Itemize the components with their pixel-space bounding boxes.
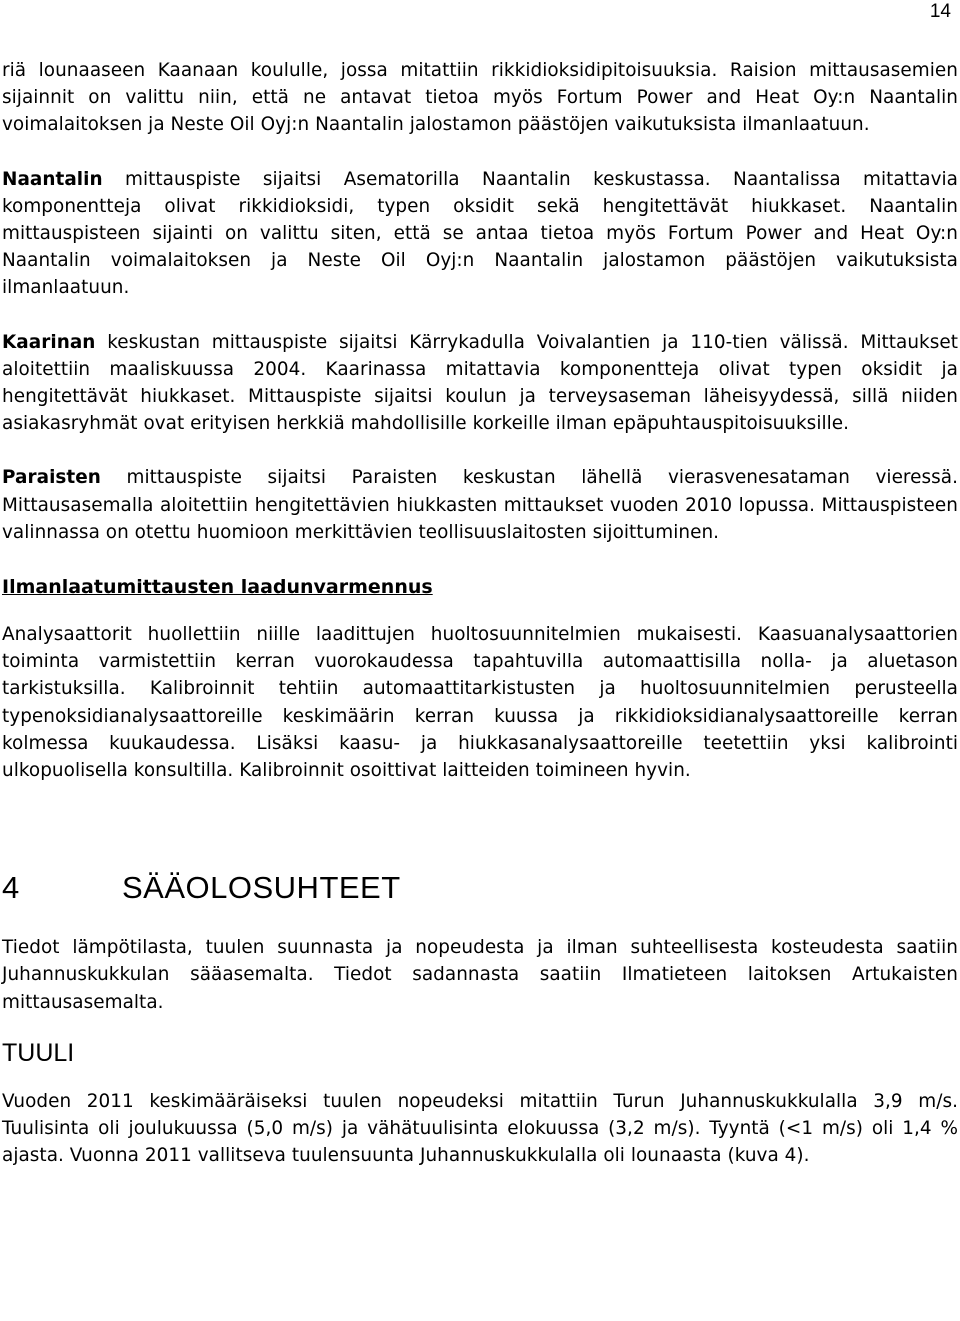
paragraph-raisio: riä lounaaseen Kaanaan koululle, jossa mitattiin rikkidioksidipitoisuuksia. Raision mittausasemien sijainnit on valittu niin, että ne antavat tietoa myös Fortum Power and Heat Oy:n Naantalin voimalaitoksen ja Neste Oil Oyj:n Naantalin jalostamon päästöjen vaikutuksista ilmanlaatuun. xyxy=(2,60,958,136)
wind-section-text: Vuoden 2011 keskimääräiseksi tuulen nopeudeksi mitattiin Turun Juhannuskukkulalla 3,9 m/s. Tuulisinta oli joulukuussa (5,0 m/s) ja vähätuulisinta elokuussa (3,2 m/s). Tyyntä (<1 m/s) oli 1,4 % ajasta. Vuonna 2011 vallitseva tuulensuunta Juhannuskukkulalla oli lounaasta (kuva 4). xyxy=(2,1090,958,1167)
quality-section-heading: Ilmanlaatumittausten laadunvarmennus xyxy=(2,576,433,599)
paragraph-text-naantali: mittauspiste sijaitsi Asematorilla Naantalin keskustassa. Naantalissa mitattavia komponentteja olivat rikkidioksidi, typen oksidit sekä hengitettävät hiukkaset. Naantalin mittauspisteen sijainti on valittu siten, että se antaa tietoa myös Fortum Power and Heat Oy:n Naantalin voimalaitoksen ja Neste Oil Oyj:n Naantalin jalostamon päästöjen vaikutuksista ilmanlaatuun. xyxy=(2,168,958,299)
wind-section-heading: TUULI xyxy=(2,1038,75,1067)
quality-section-text: Analysaattorit huollettiin niille laadittujen huoltosuunnitelmien mukaisesti. Kaasuanalysaattorien toiminta varmistettiin kerran vuorokaudessa tapahtuvilla automaattisilla nolla- ja aluetason tarkistuksilla. Kalibroinnit tehtiin automaattitarkistusten ja huoltosuunnitelmien perusteella typenoksidianalysaattoreille keskimäärin kerran kuussa ja rikkidioksidianalysaattoreille kerran kolmessa kuukaudessa. Lisäksi kaasu- ja hiukkasanalysaattoreille teetettiin yksi kalibrointi ulkopuolisella konsultilla. Kalibroinnit osoittivat laitteiden toimineen hyvin. xyxy=(2,624,958,782)
paragraph-lead-naantali: Naantalin xyxy=(2,168,103,190)
chapter-intro: Tiedot lämpötilasta, tuulen suunnasta ja nopeudesta ja ilman suhteellisesta kosteudesta saatiin Juhannuskukkulan sääasemalta. Tiedot sadannasta saatiin Ilmatieteen laitoksen Artukaisten mittausasemalta. xyxy=(2,937,958,1013)
paragraph-lead-kaarina: Kaarinan xyxy=(2,331,96,353)
paragraph-text-kaarina: keskustan mittauspiste sijaitsi Kärrykadulla Voivalantien ja 110-tien välissä. Mittaukset aloitettiin maaliskuussa 2004. Kaarinassa mitattavia komponentteja olivat typen oksidit ja hengitettävät hiukkaset. Mittauspiste sijaitsi koulun ja terveysaseman läheisyydessä, sillä niiden asiakasryhmät ovat erityisen herkkiä mahdollisille korkeille ilman epäpuhtauspitoisuuksille. xyxy=(2,331,958,435)
paragraph-lead-parainen: Paraisten xyxy=(2,467,101,489)
chapter-title: SÄÄOLOSUHTEET xyxy=(122,870,401,906)
page-number: 14 xyxy=(929,1,951,22)
chapter-number: 4 xyxy=(2,870,20,906)
paragraph-text-parainen: mittauspiste sijaitsi Paraisten keskustan lähellä vierasvenesataman vieressä. Mittausasemalla aloitettiin hengitettävien hiukkasten mittaukset vuoden 2010 lopussa. Mittauspisteen valinnassa on otettu huomioon merkittävien teollisuuslaitosten sijoittuminen. xyxy=(2,467,958,543)
paragraph-naantali xyxy=(2,166,958,302)
chapter-heading xyxy=(2,870,958,906)
paragraph-parainen xyxy=(2,464,958,546)
document-body xyxy=(2,57,958,1169)
paragraph-kaarina xyxy=(2,329,958,438)
